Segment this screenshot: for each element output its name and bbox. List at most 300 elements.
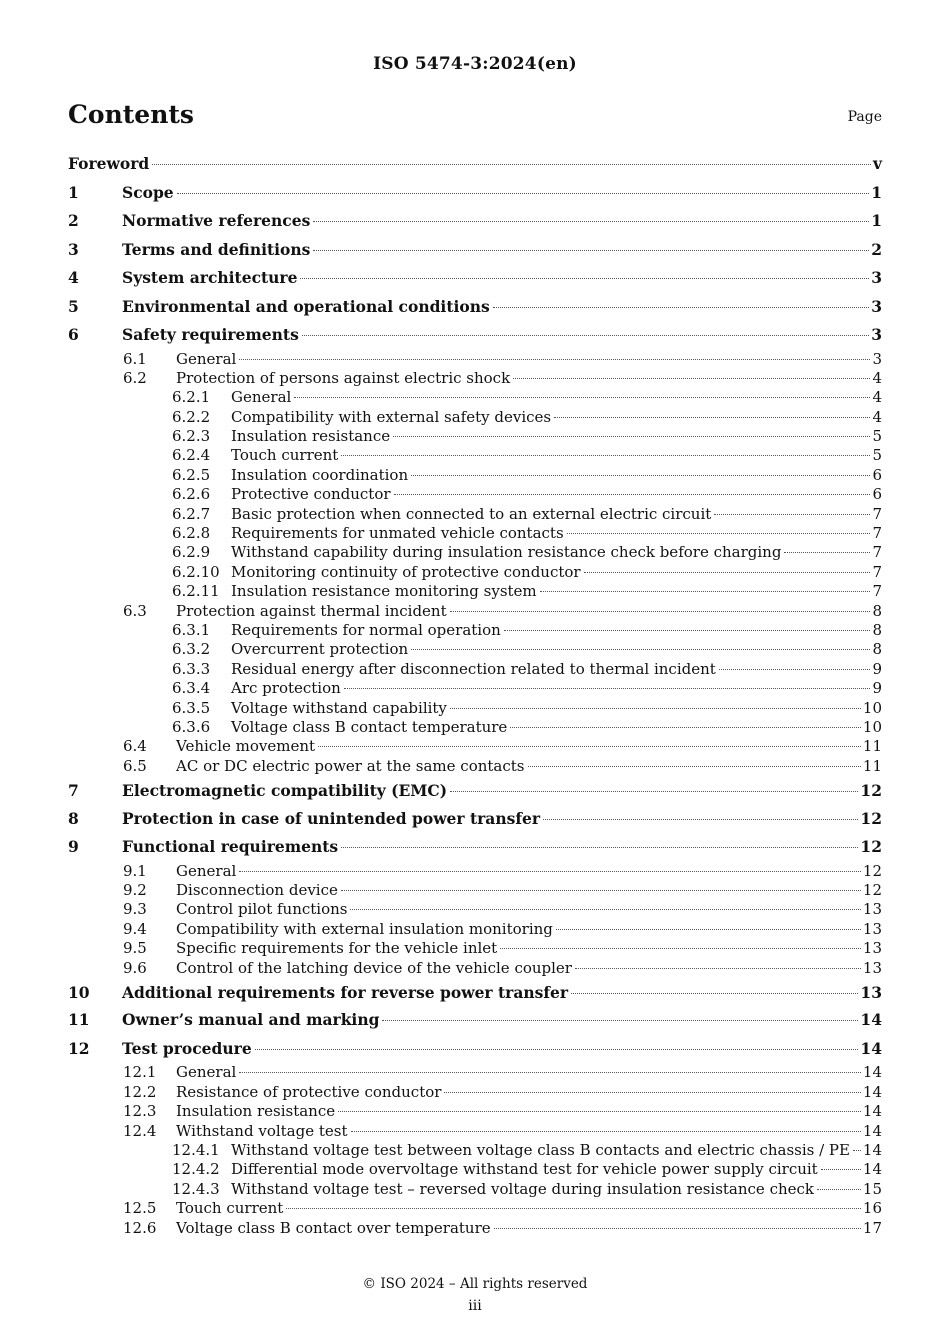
toc-entry-title: AC or DC electric power at the same contacts (176, 756, 525, 775)
toc-entry-page: 12 (862, 880, 882, 899)
toc-entry-title: Basic protection when connected to an external electric circuit (231, 504, 712, 523)
toc-entry-title: Withstand capability during insulation resistance check before charging (231, 543, 782, 562)
toc-entry-title: Functional requirements (122, 837, 339, 857)
toc-entry-title: Terms and definitions (122, 239, 311, 259)
toc-entry-number: 6.2.10 (172, 562, 220, 581)
toc-entry-title: General (231, 388, 292, 407)
dot-leader (571, 993, 858, 994)
dot-leader (575, 968, 861, 969)
toc-entry-title: Safety requirements (122, 325, 299, 344)
dot-leader (302, 335, 869, 336)
toc-entry[interactable] (68, 602, 882, 621)
toc-entry-line (176, 939, 882, 958)
toc-entry-page: 8 (872, 620, 882, 639)
toc-entry-line (176, 920, 882, 939)
toc-entry-title: Insulation resistance monitoring system (231, 582, 537, 601)
dot-leader (341, 847, 858, 848)
toc-entry[interactable] (68, 321, 882, 350)
toc-entry-number: 6.3.2 (172, 640, 211, 659)
toc-entry-title: Withstand voltage test between voltage class B contacts and electric chassis / PE (231, 1141, 850, 1159)
dot-leader (444, 1092, 860, 1093)
toc-entry-title: Residual energy after disconnection related to thermal incident (231, 659, 716, 678)
toc-entry-page: 10 (862, 698, 882, 717)
toc-entry-number: 6.2.5 (172, 465, 211, 484)
toc-entry-line (122, 833, 882, 862)
toc-entry-title: Insulation resistance (231, 427, 391, 446)
toc-entry[interactable] (68, 505, 882, 524)
toc-entry-line (68, 150, 882, 179)
toc-entry[interactable] (68, 524, 882, 543)
toc-entry[interactable] (68, 757, 882, 776)
toc-entry[interactable] (68, 640, 882, 659)
toc-entry-page: 13 (862, 919, 882, 938)
toc-entry-page: 1 (871, 211, 882, 230)
toc-entry-line (231, 563, 882, 582)
dot-leader (556, 929, 861, 930)
toc-entry[interactable] (68, 737, 882, 756)
toc-entry-number: 12.5 (123, 1199, 157, 1218)
dot-leader (313, 250, 869, 251)
toc-entry[interactable] (68, 388, 882, 407)
toc-entry-page: 10 (862, 717, 882, 736)
toc-entry[interactable] (68, 427, 882, 446)
toc-entry-line (122, 776, 882, 806)
toc-entry-number: 5 (68, 296, 79, 316)
toc-entry-title: Voltage class B contact temperature (231, 717, 508, 736)
toc-entry-line (231, 388, 882, 407)
toc-entry-line (176, 350, 882, 369)
dot-leader (817, 1189, 861, 1190)
dot-leader (152, 164, 871, 165)
toc-entry-title: Owner’s manual and marking (122, 1010, 380, 1030)
toc-entry-number: 12 (68, 1038, 90, 1058)
toc-entry-line (231, 660, 882, 679)
toc-entry-title: Withstand voltage test – reversed voltage during insulation resistance check (231, 1179, 815, 1198)
toc-entry-page: 14 (862, 1082, 882, 1101)
dot-leader (341, 455, 870, 456)
toc-entry[interactable] (68, 543, 882, 562)
toc-entry[interactable] (68, 776, 882, 805)
toc-entry[interactable] (68, 582, 882, 601)
toc-entry-title: Vehicle movement (176, 737, 316, 756)
toc-entry[interactable] (68, 978, 882, 1007)
toc-entry-page: 15 (862, 1179, 882, 1198)
toc-entry-number: 6.2.4 (172, 446, 211, 465)
toc-entry-title: Foreword (68, 154, 150, 173)
toc-entry[interactable] (68, 959, 882, 978)
toc-entry-page: 6 (872, 485, 882, 504)
toc-entry[interactable] (68, 805, 882, 834)
toc-entry-line (176, 862, 882, 881)
toc-entry[interactable] (68, 1122, 882, 1141)
toc-entry[interactable] (68, 207, 882, 236)
toc-entry-page: 4 (872, 388, 882, 407)
toc-entry-title: Disconnection device (176, 880, 338, 899)
dot-leader (567, 533, 871, 534)
toc-entry-page: 17 (862, 1218, 882, 1237)
toc-entry-title: Protection against thermal incident (176, 601, 447, 620)
dot-leader (338, 1111, 861, 1112)
toc-entry-number: 8 (68, 808, 79, 828)
document-header: ISO 5474-3:2024(en) (373, 54, 577, 74)
toc-entry[interactable] (68, 862, 882, 881)
copyright-notice: © ISO 2024 – All rights reserved (362, 1276, 588, 1292)
toc-entry[interactable] (68, 1035, 882, 1064)
toc-entry-title: Arc protection (231, 679, 341, 698)
toc-entry-page: 6 (872, 465, 882, 484)
dot-leader (177, 193, 870, 194)
toc-entry[interactable] (68, 369, 882, 388)
toc-entry-line (176, 1102, 882, 1121)
toc-entry[interactable] (68, 1160, 882, 1179)
dot-leader (719, 669, 871, 670)
toc-entry-title: Resistance of protective conductor (176, 1082, 442, 1101)
toc-entry-line (176, 881, 882, 900)
toc-entry-line (231, 446, 882, 465)
dot-leader (318, 746, 861, 747)
toc-entry-title: Insulation resistance (176, 1102, 336, 1121)
toc-entry-line (231, 505, 882, 524)
toc-entry-number: 3 (68, 239, 79, 259)
toc-entry-number: 6.2.1 (172, 388, 211, 407)
toc-entry[interactable] (68, 621, 882, 640)
toc-entry-page: 14 (862, 1063, 882, 1082)
dot-leader (554, 417, 870, 418)
dot-leader (494, 1228, 861, 1229)
toc-entry-line (122, 236, 882, 265)
toc-entry-page: 13 (862, 900, 882, 919)
toc-entry-number: 6.2.6 (172, 485, 211, 504)
toc-entry-title: Overcurrent protection (231, 640, 409, 659)
toc-entry-line (176, 737, 882, 756)
toc-entry-number: 6.2.9 (172, 543, 211, 562)
toc-entry-line (122, 1006, 882, 1035)
toc-entry-line (231, 1160, 882, 1179)
toc-entry[interactable] (68, 900, 882, 919)
toc-entry-title: Protective conductor (231, 485, 391, 504)
toc-entry-page: 11 (862, 737, 882, 756)
dot-leader (450, 791, 858, 792)
toc-entry-number: 6.4 (123, 737, 147, 756)
toc-entry-number: 6.2.7 (172, 504, 211, 523)
toc-entry-title: General (176, 1063, 237, 1082)
toc-entry-number: 2 (68, 211, 79, 230)
toc-entry-line (176, 1219, 882, 1238)
dot-leader (350, 909, 860, 910)
toc-entry[interactable] (68, 563, 882, 582)
toc-entry-number: 9 (68, 837, 79, 857)
toc-entry-number: 6.5 (123, 756, 147, 775)
toc-entry[interactable] (68, 939, 882, 958)
toc-entry-number: 12.4 (123, 1121, 157, 1140)
toc-entry[interactable] (68, 350, 882, 369)
toc-entry-page: 7 (872, 562, 882, 581)
toc-entry-title: Monitoring continuity of protective conductor (231, 562, 581, 581)
toc-entry-title: Test procedure (122, 1038, 252, 1058)
toc-entry-number: 4 (68, 268, 79, 287)
toc-entry-page: 14 (862, 1141, 882, 1159)
toc-entry[interactable] (68, 699, 882, 718)
toc-entry-title: Compatibility with external safety devices (231, 407, 552, 426)
toc-entry-page: 14 (860, 1038, 882, 1058)
toc-entry-line (176, 757, 882, 776)
toc-entry-title: Requirements for normal operation (231, 620, 501, 639)
toc-entry[interactable] (68, 293, 882, 322)
dot-leader (540, 591, 871, 592)
toc-entry-title: Normative references (122, 211, 311, 230)
toc-entry[interactable] (68, 1063, 882, 1082)
toc-entry-page: 5 (872, 446, 882, 465)
dot-leader (500, 948, 861, 949)
toc-entry-page: 4 (872, 368, 882, 387)
toc-entry-title: Compatibility with external insulation monitoring (176, 919, 553, 938)
toc-entry-number: 6.3 (123, 601, 147, 620)
toc-entry-line (231, 466, 882, 485)
toc-entry-line (231, 582, 882, 601)
dot-leader (382, 1020, 858, 1021)
toc-entry-line (231, 1141, 882, 1160)
toc-entry-title: Control pilot functions (176, 900, 348, 919)
toc-entry-page: 3 (872, 349, 882, 368)
toc-entry[interactable] (68, 236, 882, 265)
toc-entry-page: 14 (860, 1010, 882, 1030)
toc-entry-line (231, 524, 882, 543)
dot-leader (239, 871, 861, 872)
toc-entry[interactable] (68, 718, 882, 737)
toc-entry[interactable] (68, 408, 882, 427)
dot-leader (341, 890, 861, 891)
dot-leader (255, 1049, 859, 1050)
toc-entry-number: 12.4.1 (172, 1141, 220, 1159)
page-number: iii (468, 1298, 482, 1314)
toc-entry-page: 3 (871, 268, 882, 287)
toc-entry-number: 6 (68, 325, 79, 344)
toc-entry-page: 13 (862, 958, 882, 977)
toc-entry-page: 7 (872, 524, 882, 543)
toc-entry-line (122, 321, 882, 350)
toc-entry-number: 9.4 (123, 919, 147, 938)
toc-entry-number: 12.1 (123, 1063, 157, 1082)
toc-entry[interactable] (68, 1102, 882, 1121)
toc-entry[interactable] (68, 179, 882, 208)
toc-entry-line (231, 408, 882, 427)
toc-entry-title: Protection of persons against electric shock (176, 368, 511, 387)
toc-entry[interactable] (68, 466, 882, 485)
dot-leader (393, 436, 870, 437)
toc-entry-title: Withstand voltage test (176, 1121, 348, 1140)
toc-entry-title: Environmental and operational conditions (122, 296, 490, 316)
dot-leader (504, 630, 871, 631)
dot-leader (239, 359, 870, 360)
toc-entry-line (176, 959, 882, 978)
toc-entry-line (122, 293, 882, 322)
toc-entry-page: 11 (862, 756, 882, 775)
toc-entry-line (122, 207, 882, 236)
toc-entry-page: 14 (862, 1102, 882, 1121)
dot-leader (584, 572, 871, 573)
dot-leader (510, 727, 861, 728)
toc-entry-number: 9.3 (123, 900, 147, 919)
toc-entry[interactable] (68, 150, 882, 179)
toc-entry-number: 6.1 (123, 349, 147, 368)
toc-entry[interactable] (68, 1141, 882, 1160)
toc-entry-number: 6.2.3 (172, 427, 211, 446)
toc-entry-line (231, 427, 882, 446)
toc-entry-number: 6.3.1 (172, 620, 211, 639)
toc-entry-line (231, 679, 882, 698)
dot-leader (450, 611, 871, 612)
toc-entry-number: 12.2 (123, 1082, 157, 1101)
dot-leader (493, 307, 870, 308)
toc-entry-number: 7 (68, 781, 79, 801)
toc-entry-page: 16 (862, 1199, 882, 1218)
dot-leader (853, 1150, 861, 1151)
toc-entry-line (231, 1180, 882, 1199)
dot-leader (513, 378, 870, 379)
toc-entry-line (231, 718, 882, 737)
dot-leader (821, 1169, 861, 1170)
toc-entry[interactable] (68, 881, 882, 900)
dot-leader (411, 649, 870, 650)
toc-entry-page: 14 (862, 1160, 882, 1179)
contents-title-row (68, 100, 882, 134)
toc-entry[interactable] (68, 1180, 882, 1199)
toc-entry-page: 7 (872, 582, 882, 601)
toc-entry-line (176, 1083, 882, 1102)
toc-entry-number: 6.3.4 (172, 679, 211, 698)
toc-entry-page: v (872, 154, 882, 173)
toc-entry-page: 3 (871, 325, 882, 344)
toc-entry-page: 8 (872, 640, 882, 659)
toc-entry-number: 9.5 (123, 939, 147, 958)
toc-entry-title: Differential mode overvoltage withstand test for vehicle power supply circuit (231, 1160, 818, 1179)
toc-entry-page: 12 (860, 808, 882, 828)
toc-entry-page: 4 (872, 407, 882, 426)
toc-entry-number: 6.3.5 (172, 698, 211, 717)
dot-leader (313, 221, 869, 222)
toc-entry-title: General (176, 349, 237, 368)
dot-leader (344, 688, 871, 689)
dot-leader (294, 397, 870, 398)
toc-entry-line (176, 1199, 882, 1218)
toc-entry-line (176, 1122, 882, 1141)
toc-entry-number: 9.6 (123, 958, 147, 977)
toc-entry[interactable] (68, 485, 882, 504)
toc-entry[interactable] (68, 264, 882, 293)
dot-leader (286, 1208, 861, 1209)
dot-leader (411, 475, 870, 476)
toc-entry-number: 6.2 (123, 368, 147, 387)
toc-entry-title: Electromagnetic compatibility (EMC) (122, 781, 448, 801)
toc-entry-page: 5 (872, 427, 882, 446)
toc-entry-page: 12 (862, 861, 882, 880)
toc-entry-number: 12.4.3 (172, 1179, 220, 1198)
dot-leader (300, 278, 869, 279)
toc-entry-page: 9 (872, 679, 882, 698)
toc-entry-number: 11 (68, 1010, 90, 1030)
toc-entry-number: 12.4.2 (172, 1160, 220, 1179)
toc-entry-number: 6.2.11 (172, 582, 220, 601)
toc-entry-page: 7 (872, 504, 882, 523)
dot-leader (450, 708, 861, 709)
toc-entry[interactable] (68, 1219, 882, 1238)
toc-entry-line (122, 978, 882, 1008)
toc-entry-line (122, 1035, 882, 1064)
toc-entry-number: 10 (68, 982, 90, 1002)
toc-entry-number: 6.2.2 (172, 407, 211, 426)
toc-entry-page: 9 (872, 659, 882, 678)
toc-entry-title: Requirements for unmated vehicle contacts (231, 524, 564, 543)
toc-entry-number: 6.2.8 (172, 524, 211, 543)
dot-leader (714, 514, 870, 515)
toc-entry-page: 8 (872, 601, 882, 620)
toc-entry-line (231, 640, 882, 659)
toc-entry-page: 1 (871, 182, 882, 202)
toc-entry-line (231, 485, 882, 504)
toc-entry-page: 2 (871, 239, 882, 259)
toc-entry-page: 14 (862, 1121, 882, 1140)
toc-entry-number: 9.2 (123, 880, 147, 899)
dot-leader (239, 1072, 861, 1073)
dot-leader (543, 819, 858, 820)
toc-entry-line (122, 264, 882, 293)
toc-entry-number: 9.1 (123, 861, 147, 880)
toc-entry[interactable] (68, 1199, 882, 1218)
dot-leader (784, 552, 870, 553)
toc-entry-title: Voltage withstand capability (231, 698, 447, 717)
toc-entry-line (176, 900, 882, 919)
toc-entry-line (122, 805, 882, 834)
toc-entry[interactable] (68, 920, 882, 939)
dot-leader (528, 766, 861, 767)
toc-entry-title: Additional requirements for reverse power transfer (122, 982, 569, 1002)
toc-entry[interactable] (68, 833, 882, 862)
toc-entry-line (176, 1063, 882, 1082)
toc-entry-number: 12.3 (123, 1102, 157, 1121)
toc-entry-line (231, 621, 882, 640)
toc-entry-title: Insulation coordination (231, 465, 409, 484)
toc-entry[interactable] (68, 660, 882, 679)
toc-entry-number: 6.3.3 (172, 659, 211, 678)
toc-entry-page: 12 (860, 837, 882, 857)
toc-entry-line (176, 602, 882, 621)
toc-entry-title: Touch current (176, 1199, 284, 1218)
toc-entry[interactable] (68, 446, 882, 465)
toc-entry-title: Voltage class B contact over temperature (176, 1218, 491, 1237)
toc-entry-number: 6.3.6 (172, 717, 211, 736)
toc-entry-page: 13 (862, 939, 882, 958)
toc-entry-page: 3 (871, 296, 882, 316)
toc-entry[interactable] (68, 1006, 882, 1035)
toc-entry[interactable] (68, 1083, 882, 1102)
toc-entry-number: 1 (68, 182, 79, 202)
dot-leader (394, 494, 871, 495)
toc-entry-title: General (176, 861, 237, 880)
toc-entry-title: Protection in case of unintended power transfer (122, 808, 541, 828)
toc-entry-page: 12 (860, 781, 882, 801)
toc-entry-line (122, 179, 882, 208)
toc-entry[interactable] (68, 679, 882, 698)
table-of-contents (68, 150, 882, 1238)
toc-entry-title: Specific requirements for the vehicle inlet (176, 939, 498, 958)
toc-entry-line (176, 369, 882, 388)
toc-entry-page: 7 (872, 543, 882, 562)
toc-entry-title: Touch current (231, 446, 339, 465)
contents-title: Contents (68, 100, 195, 129)
toc-entry-line (231, 699, 882, 718)
toc-entry-line (231, 543, 882, 562)
toc-entry-number: 12.6 (123, 1218, 157, 1237)
